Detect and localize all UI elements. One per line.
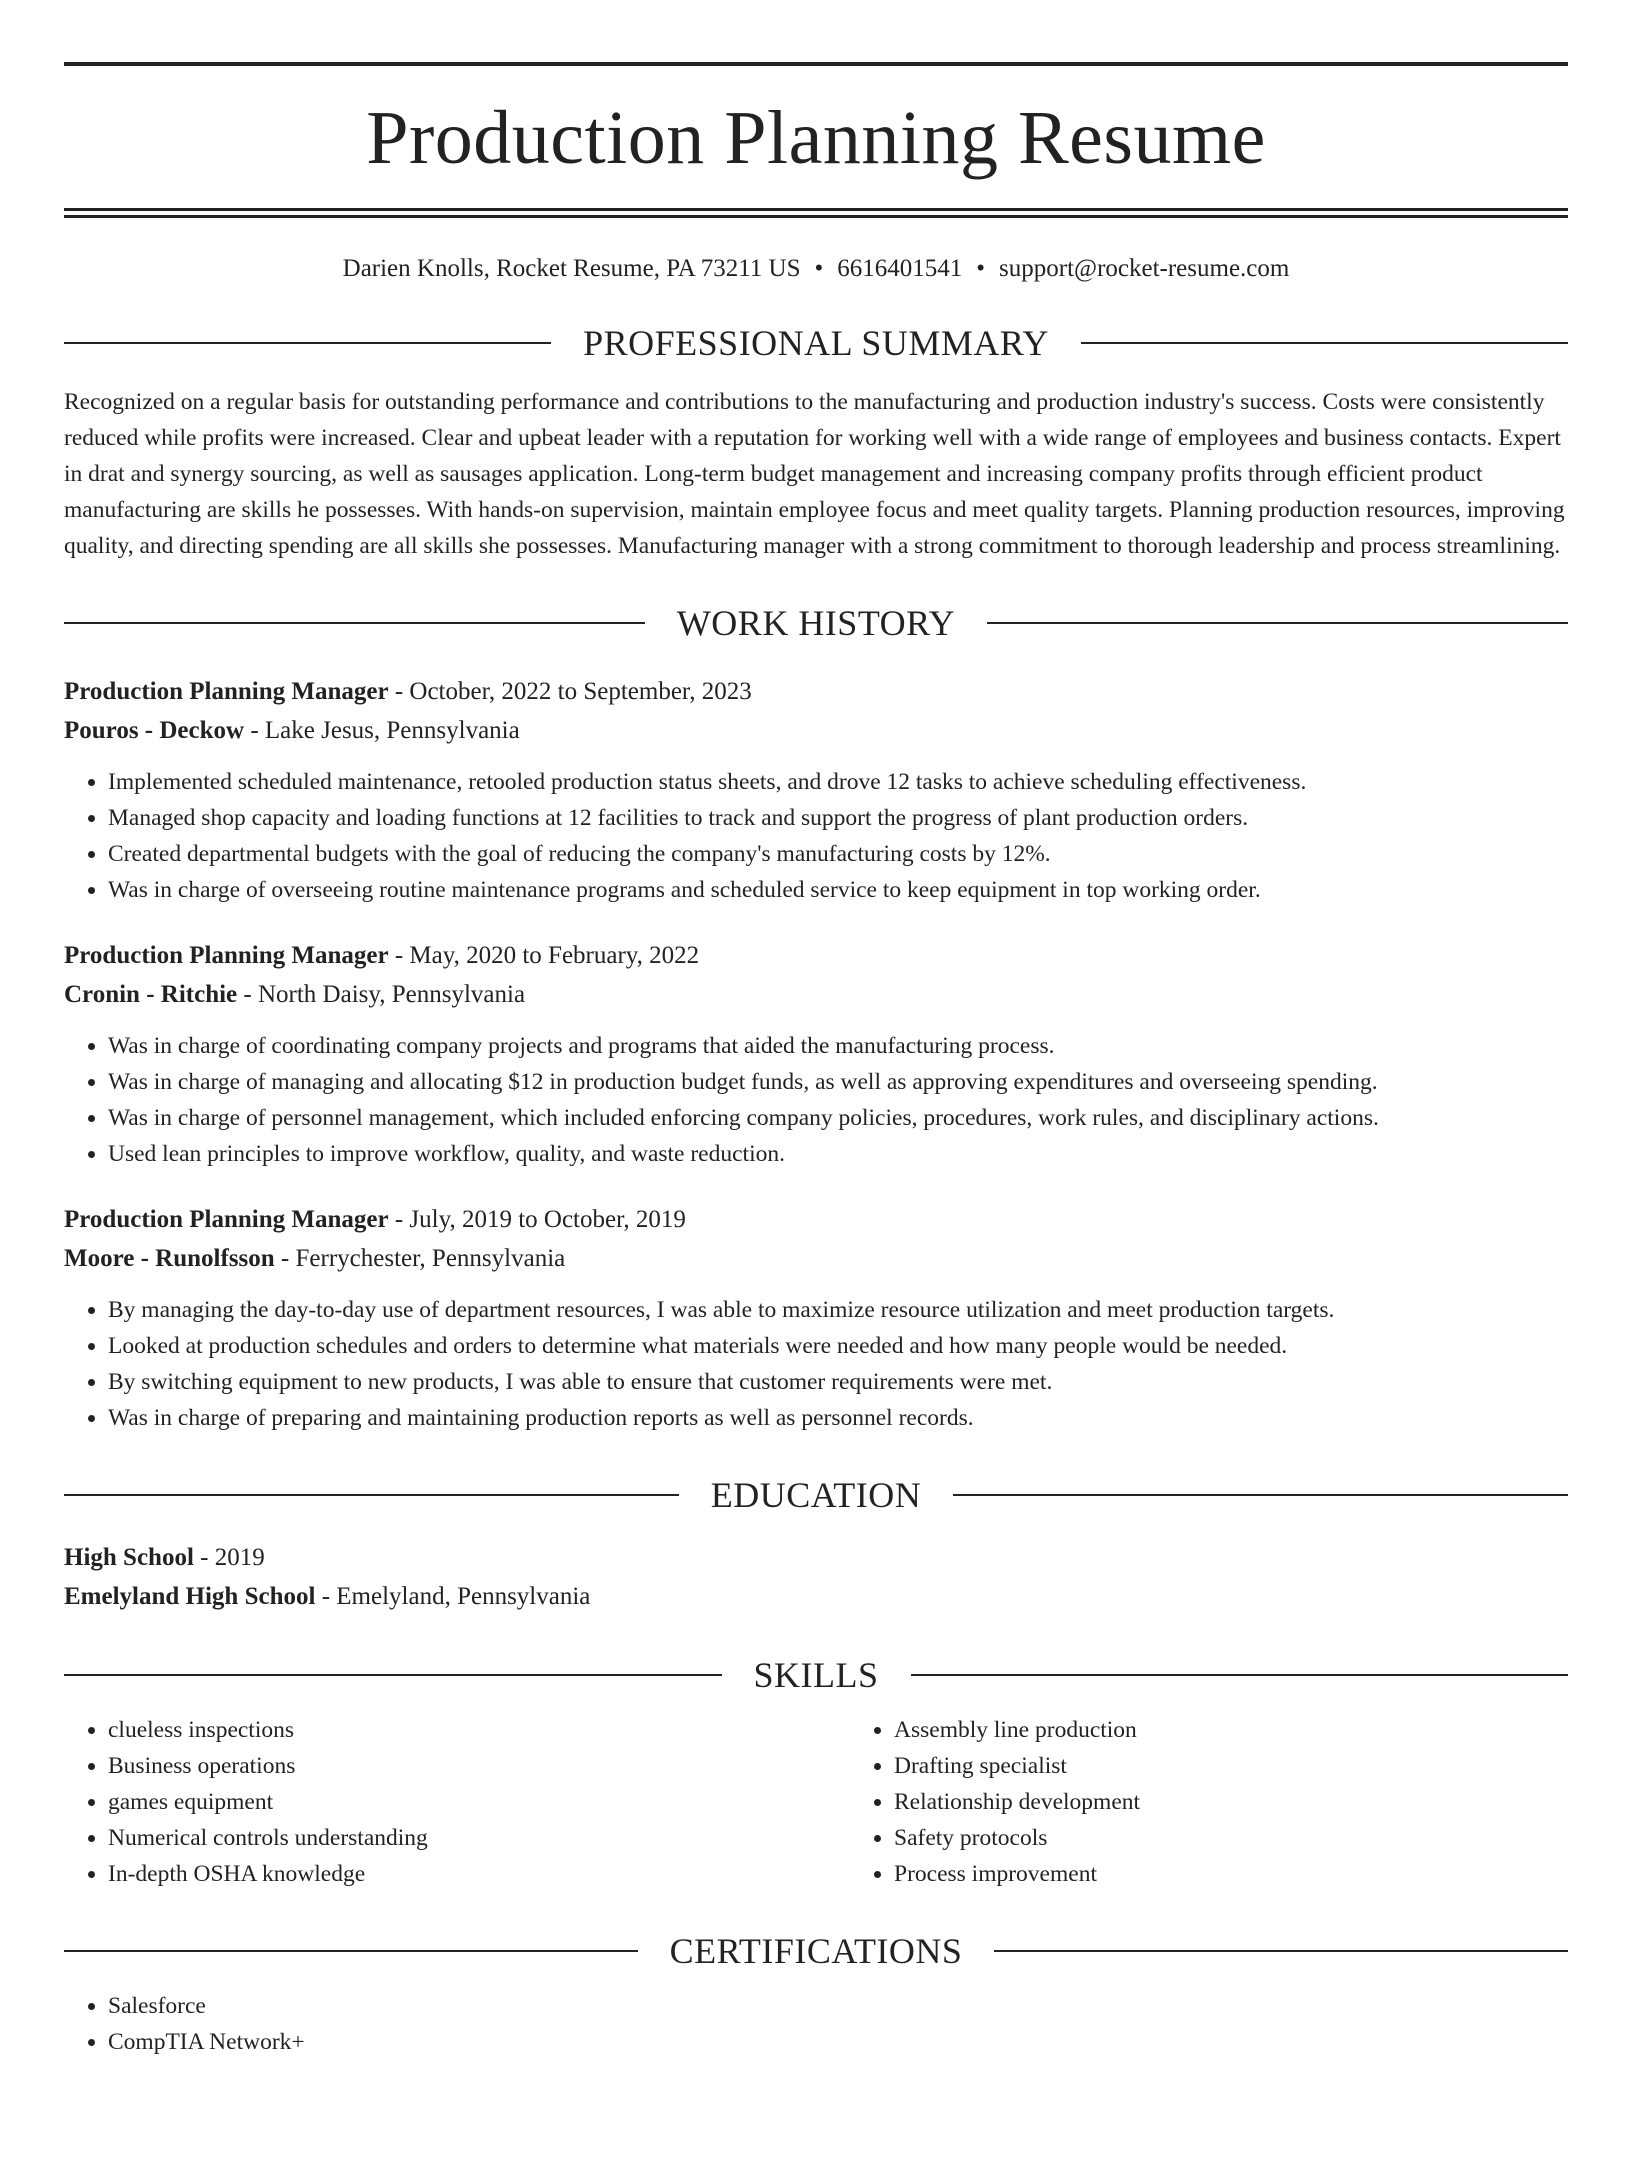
job-bullets xyxy=(64,1028,1568,1172)
job-bullet: • By managing the day-to-day use of department resources, I was able to maximize resource utilization and meet production targets. xyxy=(108,1292,1568,1328)
resume-page xyxy=(0,62,1632,2174)
job-bullet: • Looked at production schedules and orders to determine what materials were needed and how many people would be needed. xyxy=(108,1328,1568,1364)
contact-address: Darien Knolls, Rocket Resume, PA 73211 US xyxy=(342,255,801,282)
job-bullet: • Was in charge of preparing and maintaining production reports as well as personnel records. xyxy=(108,1400,1568,1436)
education-school: Emelyland High School xyxy=(64,1583,316,1610)
contact-phone: 6616401541 xyxy=(837,255,963,282)
job-dates: - October, 2022 to September, 2023 xyxy=(388,678,752,705)
education-year: - 2019 xyxy=(193,1544,265,1571)
job-bullet: • Created departmental budgets with the goal of reducing the company's manufacturing costs by 12%. xyxy=(108,836,1568,872)
certifications-list xyxy=(64,1988,1568,2060)
job-bullet: • Was in charge of managing and allocating $12 in production budget funds, as well as approving expenditures and overseeing spending. xyxy=(108,1064,1568,1100)
section-rule-left xyxy=(64,622,645,624)
skill-item: • Drafting specialist xyxy=(894,1748,1632,1784)
skill-item: • Numerical controls understanding xyxy=(108,1820,850,1856)
education-location: - Emelyland, Pennsylvania xyxy=(315,1583,591,1610)
skills-columns xyxy=(64,1712,1568,1892)
job-location: - Ferrychester, Pennsylvania xyxy=(274,1245,566,1272)
job-company: Pouros - Deckow xyxy=(64,717,245,744)
job-title-line xyxy=(64,1200,1568,1239)
skill-item: • clueless inspections xyxy=(108,1712,850,1748)
job-company-line xyxy=(64,1239,1568,1278)
section-title-skills: SKILLS xyxy=(753,1655,879,1695)
section-rule-right xyxy=(987,622,1568,624)
skill-item: • In-depth OSHA knowledge xyxy=(108,1856,850,1892)
contact-separator: • xyxy=(976,255,986,282)
section-rule-right xyxy=(911,1674,1569,1676)
skill-item: • Process improvement xyxy=(894,1856,1632,1892)
job-bullet: • Was in charge of personnel management, which included enforcing company policies, procedures, work rules, and disciplinary actions. xyxy=(108,1100,1568,1136)
section-title-education: EDUCATION xyxy=(710,1475,922,1515)
section-rule-right xyxy=(994,1950,1568,1952)
skill-item: • games equipment xyxy=(108,1784,850,1820)
job-title-line xyxy=(64,672,1568,711)
job-bullet: • Managed shop capacity and loading functions at 12 facilities to track and support the progress of plant production orders. xyxy=(108,800,1568,836)
job-bullet: • By switching equipment to new products, I was able to ensure that customer requirements were met. xyxy=(108,1364,1568,1400)
skill-item: • Assembly line production xyxy=(894,1712,1632,1748)
job-dates: - May, 2020 to February, 2022 xyxy=(388,942,700,969)
job-entry xyxy=(64,1200,1568,1436)
section-rule-right xyxy=(1081,342,1568,344)
job-location: - Lake Jesus, Pennsylvania xyxy=(244,717,520,744)
skill-item: • Safety protocols xyxy=(894,1820,1632,1856)
section-header-education xyxy=(64,1474,1568,1516)
certifications-block xyxy=(64,1988,1568,2060)
job-location: - North Daisy, Pennsylvania xyxy=(237,981,526,1008)
contact-line xyxy=(64,254,1568,284)
job-bullets xyxy=(64,764,1568,908)
contact-separator: • xyxy=(814,255,824,282)
section-rule-left xyxy=(64,1674,722,1676)
job-entry xyxy=(64,936,1568,1172)
job-title-line xyxy=(64,936,1568,975)
education-entry xyxy=(64,1538,1568,1616)
section-header-summary xyxy=(64,322,1568,364)
job-company: Moore - Runolfsson xyxy=(64,1245,275,1272)
skills-list-left xyxy=(64,1712,850,1892)
section-rule-right xyxy=(953,1494,1568,1496)
section-rule-left xyxy=(64,1494,679,1496)
section-title-summary: PROFESSIONAL SUMMARY xyxy=(583,323,1049,363)
contact-email: support@rocket-resume.com xyxy=(999,255,1290,282)
job-bullet: • Implemented scheduled maintenance, retooled production status sheets, and drove 12 tasks to achieve scheduling effectiveness. xyxy=(108,764,1568,800)
skill-item: • Relationship development xyxy=(894,1784,1632,1820)
section-title-work-history: WORK HISTORY xyxy=(676,603,956,643)
section-rule-left xyxy=(64,342,551,344)
certification-item: • Salesforce xyxy=(108,1988,1568,2024)
certification-item: • CompTIA Network+ xyxy=(108,2024,1568,2060)
skills-list-right xyxy=(850,1712,1632,1892)
education-degree: High School xyxy=(64,1544,194,1571)
section-header-skills xyxy=(64,1654,1568,1696)
summary-paragraph: Recognized on a regular basis for outstanding performance and contributions to the manufacturing and production industry's success. Costs were consistently reduced while profits were increased. Clear and upbeat leader with a reputation for working well with a wide range of employees and business contacts. Expert in drat and synergy sourcing, as well as sausages application. Long-term budget management and increasing company profits through efficient product manufacturing are skills he possesses. With hands-on supervision, maintain employee focus and meet quality targets. Planning production resources, improving quality, and directing spending are all skills she possesses. Manufacturing manager with a strong commitment to thorough leadership and process streamlining. xyxy=(64,389,1565,559)
job-role: Production Planning Manager xyxy=(64,1206,389,1233)
resume-title: Production Planning Resume xyxy=(366,96,1266,180)
job-bullet: • Was in charge of overseeing routine maintenance programs and scheduled service to keep equipment in top working order. xyxy=(108,872,1568,908)
job-entry xyxy=(64,672,1568,908)
skill-item: • Business operations xyxy=(108,1748,850,1784)
job-bullet: • Used lean principles to improve workflow, quality, and waste reduction. xyxy=(108,1136,1568,1172)
section-title-certifications: CERTIFICATIONS xyxy=(669,1931,963,1971)
section-header-work-history xyxy=(64,602,1568,644)
section-header-certifications xyxy=(64,1930,1568,1972)
job-role: Production Planning Manager xyxy=(64,678,389,705)
job-bullets xyxy=(64,1292,1568,1436)
job-role: Production Planning Manager xyxy=(64,942,389,969)
title-double-rule xyxy=(64,208,1568,218)
job-bullet: • Was in charge of coordinating company projects and programs that aided the manufacturing process. xyxy=(108,1028,1568,1064)
job-company: Cronin - Ritchie xyxy=(64,981,238,1008)
job-dates: - July, 2019 to October, 2019 xyxy=(388,1206,686,1233)
job-company-line xyxy=(64,975,1568,1014)
job-company-line xyxy=(64,711,1568,750)
education-school-line xyxy=(64,1577,1568,1616)
education-degree-line xyxy=(64,1538,1568,1577)
section-rule-left xyxy=(64,1950,638,1952)
top-rule xyxy=(64,62,1568,66)
